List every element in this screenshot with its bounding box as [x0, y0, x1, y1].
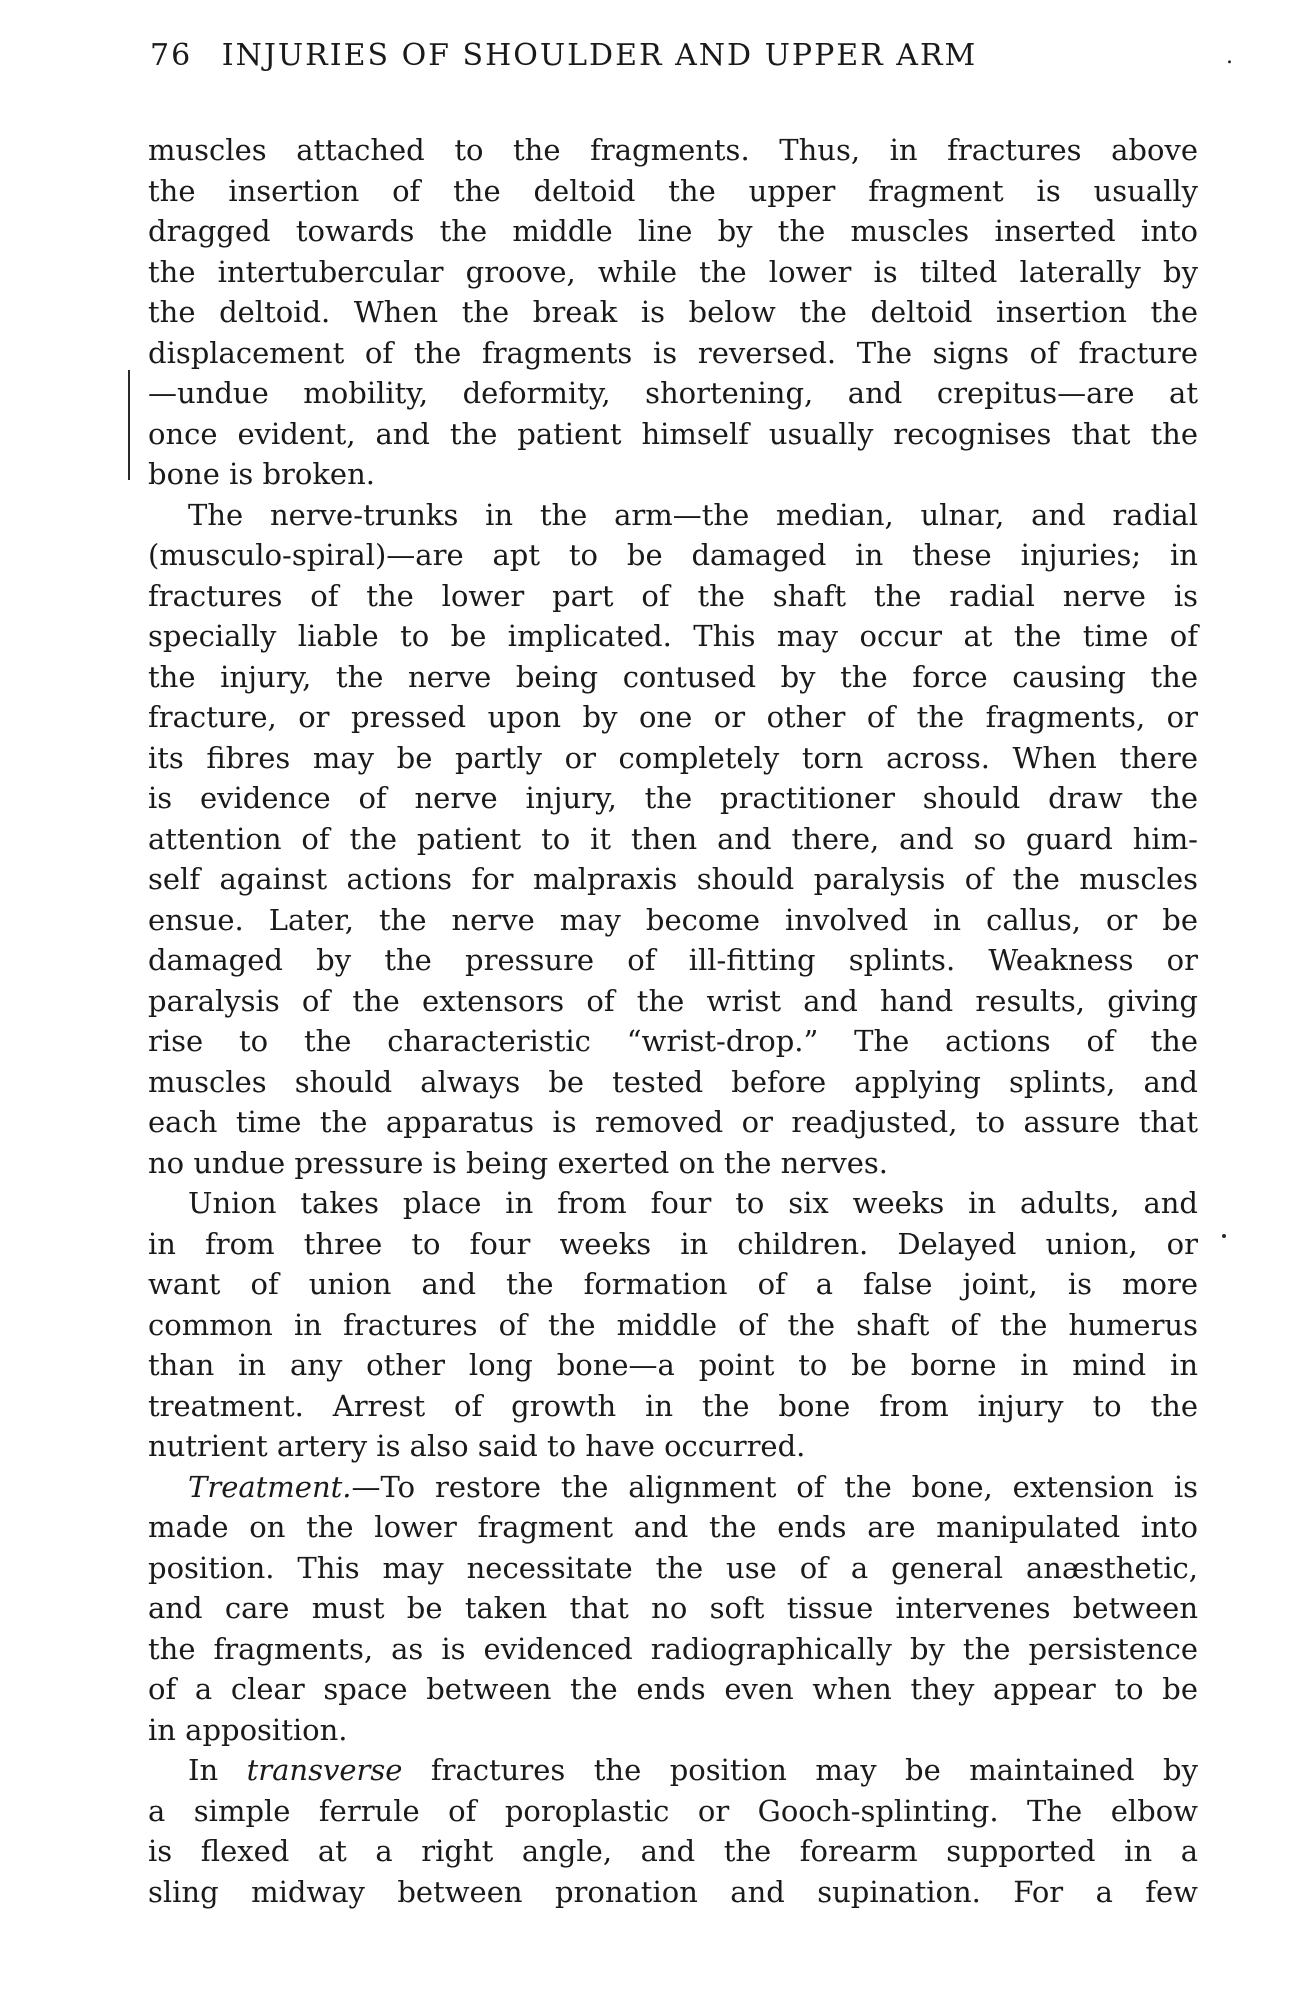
treatment-heading: Treatment.	[188, 1469, 352, 1504]
text-line-rest: —To restore the alignment of the bone, extension is	[351, 1469, 1198, 1504]
text-line: specially liable to be implicated. This may occur at the time of	[148, 619, 1198, 653]
text-line: fracture, or pressed upon by one or other of the fragments, or	[148, 700, 1198, 734]
text-line: no undue pressure is being exerted on the nerves.	[148, 1145, 888, 1180]
text-line: fractures of the lower part of the shaft the radial nerve is	[148, 578, 1198, 613]
text-line: made on the lower fragment and the ends are manipulated into	[148, 1510, 1198, 1544]
text-line: of a clear space between the ends even when they appear to be	[148, 1672, 1198, 1706]
text-line: dragged towards the middle line by the muscles inserted into	[148, 214, 1198, 248]
text-line: the fragments, as is evidenced radiographically by the persistence	[148, 1631, 1198, 1666]
text-line: —undue mobility, deformity, shortening, and crepitus—are at	[148, 376, 1198, 410]
text-line: the deltoid. When the break is below the deltoid insertion the	[148, 295, 1198, 329]
text-line: The nerve-trunks in the arm—the median, ulnar, and radial	[188, 497, 1198, 532]
text-line: once evident, and the patient himself usually recognises that the	[148, 416, 1198, 451]
text-line: (musculo-spiral)—are apt to be damaged in these injuries; in	[148, 538, 1198, 572]
text-line: ensue. Later, the nerve may become involved in callus, or be	[148, 902, 1198, 937]
text-line: treatment. Arrest of growth in the bone from injury to the	[148, 1388, 1198, 1423]
text-line-start: In	[188, 1753, 219, 1787]
text-line: each time the apparatus is removed or readjusted, to assure that	[148, 1105, 1198, 1139]
running-title: INJURIES OF SHOULDER AND UPPER ARM	[221, 38, 978, 73]
text-line: than in any other long bone—a point to be borne in mind in	[148, 1348, 1198, 1382]
text-line-treatment	[148, 1467, 1198, 1508]
text-line: and care must be taken that no soft tissue intervenes between	[148, 1591, 1198, 1625]
text-line: its fibres may be partly or completely torn across. When there	[148, 740, 1198, 775]
text-line: muscles should always be tested before applying splints, and	[148, 1064, 1198, 1099]
text-line: rise to the characteristic “wrist-drop.” The actions of the	[148, 1024, 1198, 1058]
text-line: a simple ferrule of poroplastic or Gooch-splinting. The elbow	[148, 1793, 1198, 1828]
page-body	[148, 130, 1198, 1912]
text-line: is flexed at a right angle, and the forearm supported in a	[148, 1834, 1198, 1868]
text-line: bone is broken.	[148, 457, 375, 491]
text-line: the intertubercular groove, while the lower is tilted laterally by	[148, 254, 1198, 289]
text-line: the insertion of the deltoid the upper fragment is usually	[148, 173, 1198, 208]
text-line: common in fractures of the middle of the shaft of the humerus	[148, 1307, 1198, 1342]
text-line: in apposition.	[148, 1712, 348, 1747]
text-line: the injury, the nerve being contused by the force causing the	[148, 659, 1198, 694]
text-line: paralysis of the extensors of the wrist and hand results, giving	[148, 983, 1198, 1018]
text-line: muscles attached to the fragments. Thus, in fractures above	[148, 133, 1198, 167]
page-number: 76	[150, 38, 193, 73]
transverse-term: transverse	[246, 1753, 403, 1787]
text-line: damaged by the pressure of ill-fitting splints. Weakness or	[148, 943, 1198, 977]
text-line: in from three to four weeks in children. Delayed union, or	[148, 1226, 1198, 1261]
text-line: want of union and the formation of a false joint, is more	[148, 1267, 1198, 1301]
text-line: sling midway between pronation and supination. For a few	[148, 1874, 1198, 1909]
text-line-rest: fractures the position may be maintained by	[402, 1753, 1199, 1787]
text-line: displacement of the fragments is reversed. The signs of fracture	[148, 335, 1198, 370]
text-line: Union takes place in from four to six weeks in adults, and	[188, 1186, 1198, 1220]
text-line: nutrient artery is also said to have occurred.	[148, 1429, 806, 1463]
margin-pencil-mark	[128, 370, 130, 480]
text-line-transverse	[148, 1750, 1198, 1791]
text-line: attention of the patient to it then and there, and so guard him-	[148, 821, 1198, 856]
stray-mark	[1222, 1234, 1226, 1238]
text-line: self against actions for malpraxis should paralysis of the muscles	[148, 862, 1198, 896]
text-line: is evidence of nerve injury, the practitioner should draw the	[148, 781, 1198, 815]
running-header	[150, 38, 1235, 84]
text-line: position. This may necessitate the use of a general anæsthetic,	[148, 1550, 1198, 1585]
header-trailing-mark: .	[1226, 44, 1235, 69]
